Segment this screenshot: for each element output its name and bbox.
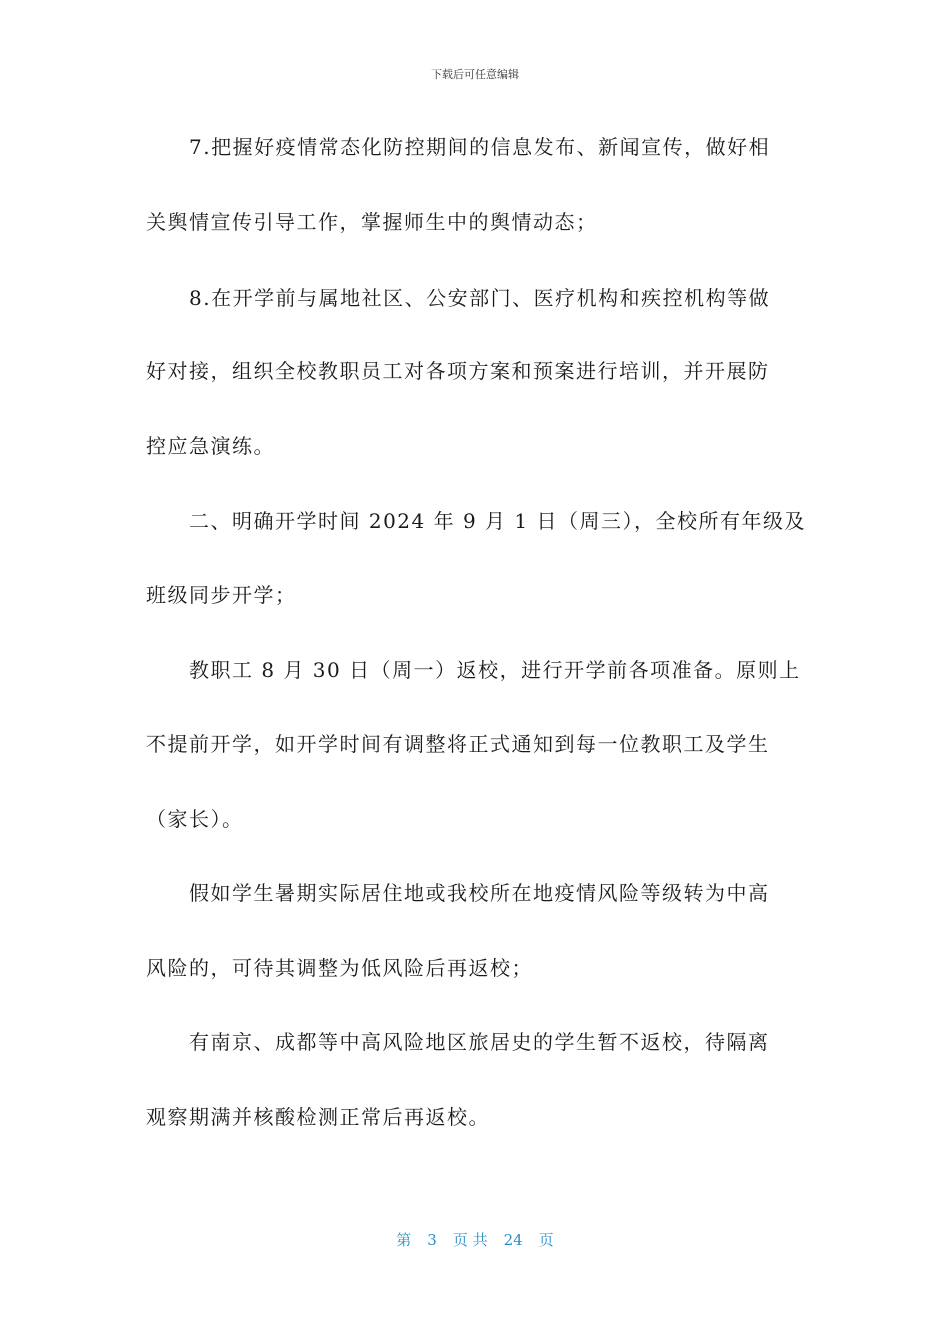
text-line: 8.在开学前与属地社区、公安部门、医疗机构和疾控机构等做 <box>146 286 771 310</box>
page-number: 3 <box>427 1231 437 1249</box>
text-line: 班级同步开学； <box>146 583 297 607</box>
page-header: 下载后可任意编辑 <box>431 68 519 81</box>
text-line: （家长）。 <box>146 807 244 831</box>
text-line: 二、明确开学时间 2024 年 9 月 1 日（周三），全校所有年级及 <box>146 509 806 533</box>
text-line: 控应急演练。 <box>146 434 275 458</box>
text-line: 好对接，组织全校教职员工对各项方案和预案进行培训，并开展防 <box>146 359 770 383</box>
footer-ye-gong: 页 共 <box>452 1231 488 1249</box>
page-total: 24 <box>503 1231 523 1249</box>
page-footer <box>0 1229 950 1250</box>
text-line: 观察期满并核酸检测正常后再返校。 <box>146 1105 490 1129</box>
text-line: 有南京、成都等中高风险地区旅居史的学生暂不返校，待隔离 <box>146 1030 770 1054</box>
text-line: 教职工 8 月 30 日（周一）返校，进行开学前各项准备。原则上 <box>146 658 801 682</box>
footer-di: 第 <box>396 1231 412 1249</box>
footer-ye: 页 <box>538 1231 554 1249</box>
text-line: 风险的，可待其调整为低风险后再返校； <box>146 956 533 980</box>
text-line: 假如学生暑期实际居住地或我校所在地疫情风险等级转为中高 <box>146 881 770 905</box>
text-line: 关舆情宣传引导工作，掌握师生中的舆情动态； <box>146 210 598 234</box>
text-line: 不提前开学，如开学时间有调整将正式通知到每一位教职工及学生 <box>146 732 770 756</box>
text-line: 7.把握好疫情常态化防控期间的信息发布、新闻宣传，做好相 <box>146 135 771 159</box>
